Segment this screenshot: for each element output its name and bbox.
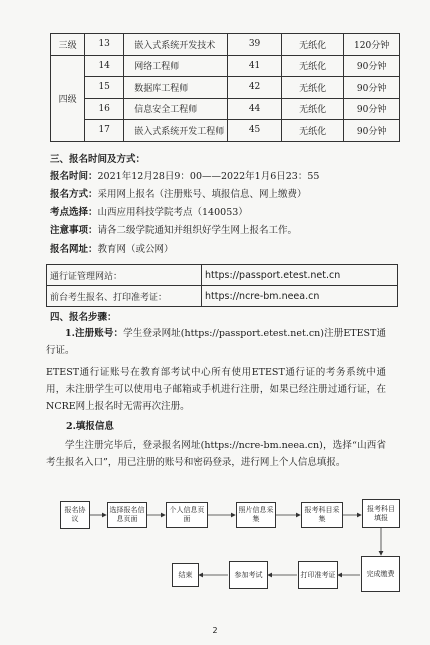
- method-label: 报名方式：: [50, 189, 98, 200]
- site-label: 考点选择：: [50, 207, 98, 218]
- note-label: 注意事项：: [50, 225, 98, 236]
- flow-step-attend-exam: 参加考试: [229, 561, 268, 589]
- step1-text: 学生登录网址(https://passport.etest.net.cn)注册ETEST通行证。: [46, 328, 386, 356]
- paper-cell: 无纸化: [281, 34, 343, 56]
- subject-name-cell: 嵌入式系统开发工程师: [124, 120, 228, 142]
- passport-link[interactable]: https://passport.etest.net.cn: [202, 265, 398, 286]
- paper-cell: 无纸化: [281, 77, 343, 99]
- time-value: 2021年12月28日9：00——2022年1月6日23：55: [97, 171, 320, 182]
- section4-heading: 四、报名步骤：: [50, 312, 117, 323]
- flow-step-agreement: 报名协议: [60, 501, 90, 529]
- step1-paragraph: ETEST通行证账号在教育部考试中心所有使用ETEST通行证的考务系统中通用，未注册学生可以使用电子邮箱或手机进行注册，如果已经注册过通行证，在NCRE网上报名时无需再次注册。: [46, 367, 386, 412]
- time-label: 报名时间：: [50, 171, 98, 182]
- web-value: 教育网（或公网）: [97, 244, 174, 255]
- paper-cell: 无纸化: [281, 120, 343, 142]
- flow-step-personal-info: 个人信息页面: [166, 502, 208, 528]
- flow-step-subject-fill: 报考科目填报: [362, 499, 400, 528]
- subject-name-cell: 信息安全工程师: [124, 98, 228, 120]
- level-cell: 三级: [51, 34, 85, 56]
- code-cell: 44: [228, 98, 282, 120]
- no-cell: 14: [85, 55, 124, 77]
- method-value: 采用网上报名（注册账号、填报信息、网上缴费）: [97, 189, 307, 200]
- flow-step-photo: 照片信息采集: [236, 502, 276, 528]
- subject-name-cell: 网络工程师: [124, 55, 228, 77]
- subject-name-cell: 数据库工程师: [124, 77, 228, 99]
- flow-step-select-info: 选择报名信息页面: [107, 502, 147, 528]
- step1-title: 1.注册账号：: [65, 328, 124, 339]
- code-cell: 45: [228, 120, 282, 142]
- time-cell: 90分钟: [344, 120, 400, 142]
- paper-cell: 无纸化: [281, 55, 343, 77]
- no-cell: 16: [85, 98, 124, 120]
- flow-step-end: 结束: [172, 563, 199, 587]
- time-cell: 90分钟: [344, 98, 400, 120]
- step2-paragraph: 学生注册完毕后，登录报名网址(https://ncre-bm.neea.cn)，选择“山西省考生报名入口”，用已注册的账号和密码登录，进行网上个人信息填报。: [46, 440, 386, 468]
- code-cell: 39: [228, 34, 282, 56]
- time-cell: 120分钟: [344, 34, 400, 56]
- flow-step-print-ticket: 打印准考证: [298, 561, 338, 589]
- subject-name-cell: 嵌入式系统开发技术: [124, 34, 228, 56]
- note-value: 请各二级学院通知并组织好学生网上报名工作。: [97, 225, 298, 236]
- code-cell: 41: [228, 55, 282, 77]
- page-number: 2: [212, 626, 218, 635]
- step2-title: 2.填报信息: [66, 421, 114, 432]
- ncre-link[interactable]: https://ncre-bm.neea.cn: [202, 286, 398, 307]
- level-cell: 四级: [51, 55, 85, 141]
- website-label-cell: 通行证管理网站：: [47, 265, 202, 286]
- site-value: 山西应用科技学院考点（140053）: [97, 207, 248, 218]
- no-cell: 17: [85, 120, 124, 142]
- no-cell: 13: [85, 34, 124, 56]
- flow-step-subject-collect: 报考科目采集: [301, 502, 343, 528]
- paper-cell: 无纸化: [281, 98, 343, 120]
- no-cell: 15: [85, 77, 124, 99]
- section3-heading: 三、报名时间及方式：: [50, 154, 146, 165]
- time-cell: 90分钟: [344, 55, 400, 77]
- code-cell: 42: [228, 77, 282, 99]
- flow-step-payment: 完成缴费: [361, 556, 400, 592]
- website-label-cell: 前台考生报名、打印准考证：: [47, 286, 202, 307]
- web-label: 报名网址：: [50, 244, 98, 255]
- time-cell: 90分钟: [344, 77, 400, 99]
